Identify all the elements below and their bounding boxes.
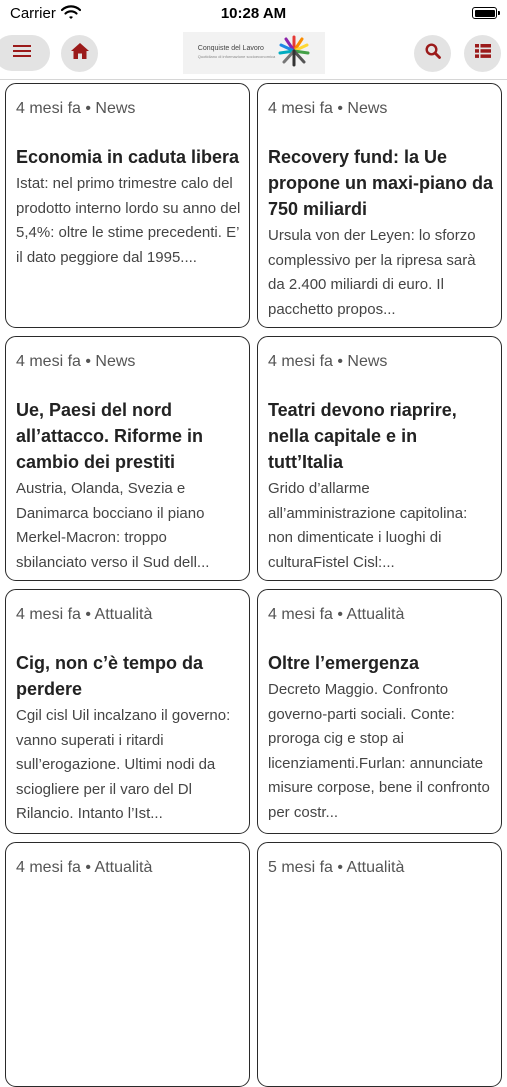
card-title: Ue, Paesi del nord all’attacco. Riforme in cambio dei prestiti [16, 400, 204, 472]
logo-title: Conquiste del Lavoro [197, 45, 264, 52]
status-time: 10:28 AM [220, 5, 287, 22]
card-meta: 4 mesi fa • Attualità [16, 859, 153, 876]
card-meta: 4 mesi fa • News [268, 353, 388, 370]
card-excerpt: Austria, Olanda, Svezia e Danimarca bocciano il piano Merkel-Macron: troppo sbilanciato verso il Sud dell... [16, 480, 210, 571]
card-title: Recovery fund: la Ue propone un maxi-piano da 750 miliardi [268, 147, 494, 219]
list-view-button[interactable] [464, 35, 501, 72]
card-excerpt: Cgil cisl Uil incalzano il governo: vanno superati i ritardi sull’erogazione. Ultimi nodi da sciogliere per il varo del Dl Rilancio. Intanto l’Ist... [16, 707, 231, 822]
logo-subtitle: Quotidiano di informazione socioeconomica [197, 54, 276, 59]
menu-button[interactable] [0, 35, 50, 71]
card-meta: 5 mesi fa • Attualità [268, 859, 405, 876]
article-card[interactable] [257, 842, 502, 1087]
card-title: Economia in caduta libera [16, 147, 240, 167]
card-title: Oltre l’emergenza [268, 653, 420, 673]
home-button[interactable] [61, 35, 98, 72]
carrier-label: Carrier [10, 5, 56, 22]
card-meta: 4 mesi fa • Attualità [16, 606, 153, 623]
card-excerpt: Grido d’allarme all’amministrazione capitolina: non dimenticate i luoghi di culturaFistel Cisl:... [268, 480, 468, 571]
card-excerpt: Ursula von der Leyen: lo sforzo complessivo per la ripresa sarà da 2.400 miliardi di euro. Il pacchetto propos... [268, 227, 476, 318]
card-meta: 4 mesi fa • Attualità [268, 606, 405, 623]
article-card[interactable] [257, 589, 502, 834]
article-card[interactable] [257, 336, 502, 581]
battery-icon [472, 7, 497, 19]
hamburger-icon [13, 44, 31, 63]
app-bar [0, 28, 507, 78]
search-button[interactable] [414, 35, 451, 72]
article-card[interactable] [5, 83, 250, 328]
list-icon [475, 44, 491, 63]
article-card[interactable] [5, 589, 250, 834]
card-meta: 4 mesi fa • News [16, 100, 136, 117]
card-excerpt: Istat: nel primo trimestre calo del prodotto interno lordo su anno del 5,4%: oltre le stime precedenti. E’ il dato peggiore dal 1995.... [16, 175, 241, 266]
home-icon [70, 42, 90, 65]
search-icon [425, 43, 441, 64]
card-excerpt: Decreto Maggio. Confronto governo-parti sociali. Conte: proroga cig e stop ai licenziamenti.Furlan: annunciate misure corpose, bene il confronto per costr... [268, 681, 490, 821]
status-bar [0, 0, 507, 28]
card-title: Teatri devono riaprire, nella capitale e in tutt’Italia [268, 400, 457, 472]
article-card[interactable] [5, 842, 250, 1087]
article-card[interactable] [257, 83, 502, 328]
card-meta: 4 mesi fa • News [268, 100, 388, 117]
app-logo [183, 32, 325, 74]
header-divider [0, 79, 507, 80]
card-title: Cig, non c’è tempo da perdere [16, 653, 204, 699]
card-meta: 4 mesi fa • News [16, 353, 136, 370]
article-card[interactable] [5, 336, 250, 581]
logo-sunburst-icon [278, 35, 310, 72]
